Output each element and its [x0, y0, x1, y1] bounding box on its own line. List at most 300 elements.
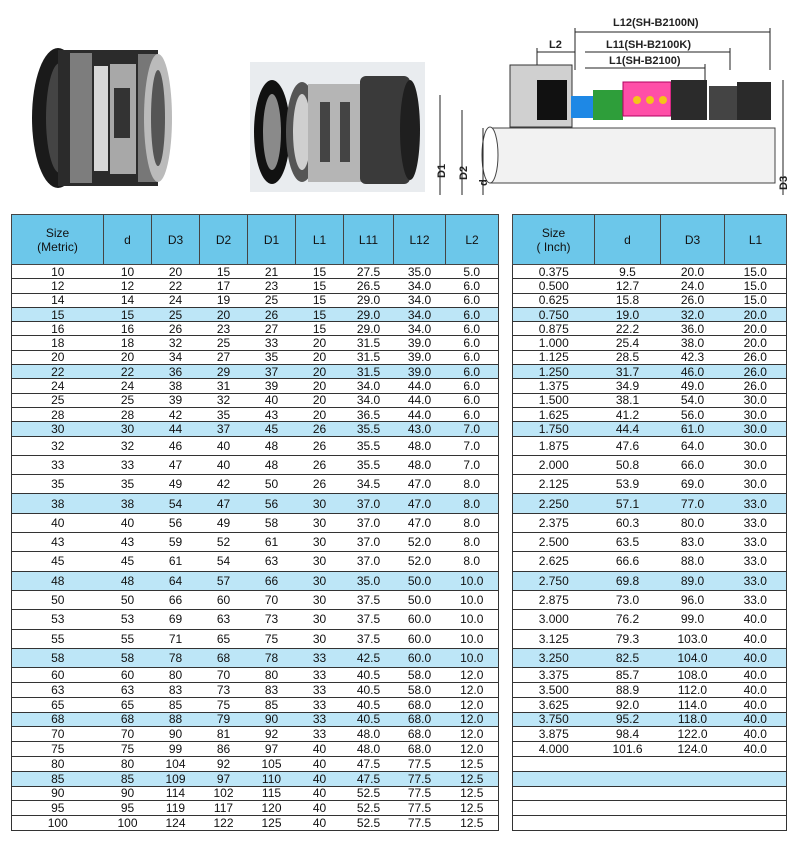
- table-cell: 2.250: [513, 494, 595, 513]
- table-row: [12, 610, 499, 629]
- table-cell: 12.7: [595, 279, 661, 293]
- table-cell: 3.750: [513, 712, 595, 727]
- table-cell: 12.5: [446, 816, 499, 831]
- table-cell: 52.0: [394, 552, 446, 571]
- table-cell: 40: [296, 816, 344, 831]
- column-header: L2: [446, 215, 499, 265]
- table-row: [12, 816, 499, 831]
- table-cell: 12: [12, 279, 104, 293]
- table-cell: 25: [200, 336, 248, 350]
- table-cell: 79: [200, 712, 248, 727]
- table-cell: 42.5: [344, 648, 394, 667]
- table-cell: 20.0: [725, 307, 787, 321]
- table-cell: 66: [248, 571, 296, 590]
- table-cell: 48: [104, 571, 152, 590]
- column-header: L1: [296, 215, 344, 265]
- table-cell: 99.0: [661, 610, 725, 629]
- table-cell: 43: [104, 533, 152, 552]
- table-cell: 33.0: [725, 590, 787, 609]
- table-cell: 43: [12, 533, 104, 552]
- table-cell: [725, 771, 787, 786]
- table-cell: 55: [12, 629, 104, 648]
- table-cell: 10: [104, 265, 152, 279]
- table-cell: 39.0: [394, 365, 446, 379]
- table-cell: 60: [200, 590, 248, 609]
- table-cell: 37.0: [344, 494, 394, 513]
- table-row: [513, 771, 787, 786]
- table-cell: 50.8: [595, 455, 661, 474]
- table-cell: 46.0: [661, 365, 725, 379]
- table-cell: 15: [12, 307, 104, 321]
- table-cell: 32: [152, 336, 200, 350]
- table-cell: 6.0: [446, 350, 499, 364]
- table-cell: 15.0: [725, 293, 787, 307]
- table-cell: 14: [12, 293, 104, 307]
- table-row: [12, 629, 499, 648]
- table-cell: 33: [296, 697, 344, 712]
- table-cell: 6.0: [446, 393, 499, 407]
- table-cell: 30: [296, 610, 344, 629]
- table-cell: [661, 801, 725, 816]
- table-cell: 50.0: [394, 571, 446, 590]
- table-cell: 112.0: [661, 682, 725, 697]
- table-cell: [595, 786, 661, 801]
- table-row: [12, 365, 499, 379]
- column-header: d: [595, 215, 661, 265]
- table-cell: 44.0: [394, 393, 446, 407]
- table-cell: 40.0: [725, 712, 787, 727]
- table-cell: 92: [200, 756, 248, 771]
- table-cell: 122: [200, 816, 248, 831]
- table-cell: 33.0: [725, 494, 787, 513]
- table-cell: 12.0: [446, 712, 499, 727]
- table-row: [12, 533, 499, 552]
- table-cell: 28.5: [595, 350, 661, 364]
- table-cell: 90: [12, 786, 104, 801]
- table-cell: 24.0: [661, 279, 725, 293]
- table-cell: 40.5: [344, 682, 394, 697]
- table-cell: 2.875: [513, 590, 595, 609]
- table-cell: 26.0: [725, 379, 787, 393]
- table-row: [12, 513, 499, 532]
- table-cell: 75: [248, 629, 296, 648]
- table-cell: 44.0: [394, 379, 446, 393]
- table-cell: [661, 816, 725, 831]
- table-cell: 45: [104, 552, 152, 571]
- table-cell: 30.0: [725, 407, 787, 421]
- table-cell: 115: [248, 786, 296, 801]
- table-cell: 95: [12, 801, 104, 816]
- table-cell: 69: [152, 610, 200, 629]
- table-row: [12, 265, 499, 279]
- column-header: L11: [344, 215, 394, 265]
- table-cell: 56: [248, 494, 296, 513]
- table-cell: [725, 786, 787, 801]
- table-cell: 80.0: [661, 513, 725, 532]
- table-row: [513, 590, 787, 609]
- table-cell: 77.5: [394, 771, 446, 786]
- table-cell: 35.0: [394, 265, 446, 279]
- table-cell: 6.0: [446, 279, 499, 293]
- table-cell: 43.0: [394, 422, 446, 436]
- table-cell: 33.0: [725, 513, 787, 532]
- table-cell: 3.625: [513, 697, 595, 712]
- table-cell: 6.0: [446, 379, 499, 393]
- table-cell: 23: [200, 322, 248, 336]
- inch-size-table: [512, 214, 787, 831]
- table-cell: [513, 786, 595, 801]
- table-cell: 58: [12, 648, 104, 667]
- table-cell: 27: [248, 322, 296, 336]
- table-row: [12, 455, 499, 474]
- table-cell: 25: [248, 293, 296, 307]
- table-cell: 47.0: [394, 494, 446, 513]
- table-cell: 30.0: [725, 393, 787, 407]
- table-cell: 66: [152, 590, 200, 609]
- table-cell: 40: [296, 742, 344, 757]
- table-cell: 96.0: [661, 590, 725, 609]
- table-cell: 2.625: [513, 552, 595, 571]
- table-cell: 2.125: [513, 475, 595, 494]
- table-cell: [661, 756, 725, 771]
- column-header: L1: [725, 215, 787, 265]
- column-header: D3: [661, 215, 725, 265]
- table-cell: 54.0: [661, 393, 725, 407]
- table-cell: 10.0: [446, 629, 499, 648]
- table-cell: [725, 756, 787, 771]
- table-row: [513, 816, 787, 831]
- table-cell: 3.500: [513, 682, 595, 697]
- table-cell: [595, 771, 661, 786]
- table-cell: 7.0: [446, 455, 499, 474]
- table-cell: 34.5: [344, 475, 394, 494]
- table-cell: 20: [296, 379, 344, 393]
- table-cell: 47.0: [394, 513, 446, 532]
- table-cell: 64: [152, 571, 200, 590]
- table-row: [513, 279, 787, 293]
- table-cell: 83.0: [661, 533, 725, 552]
- table-cell: 47: [152, 455, 200, 474]
- table-cell: 33: [104, 455, 152, 474]
- table-row: [513, 494, 787, 513]
- table-cell: 3.000: [513, 610, 595, 629]
- table-cell: 6.0: [446, 322, 499, 336]
- seal-photo-exploded: [250, 62, 425, 192]
- table-row: [513, 350, 787, 364]
- inch-table-header: [513, 215, 787, 265]
- table-row: [513, 533, 787, 552]
- table-cell: 85: [248, 697, 296, 712]
- table-cell: 65: [200, 629, 248, 648]
- table-cell: 53.9: [595, 475, 661, 494]
- table-cell: 8.0: [446, 475, 499, 494]
- table-cell: 56.0: [661, 407, 725, 421]
- table-cell: 40: [296, 786, 344, 801]
- table-cell: 12.5: [446, 801, 499, 816]
- table-cell: 15: [296, 265, 344, 279]
- table-cell: 49: [152, 475, 200, 494]
- table-cell: [595, 816, 661, 831]
- table-cell: 57.1: [595, 494, 661, 513]
- table-cell: 40.0: [725, 682, 787, 697]
- table-cell: 48: [12, 571, 104, 590]
- table-row: [513, 365, 787, 379]
- table-cell: 54: [152, 494, 200, 513]
- table-cell: 26: [296, 436, 344, 455]
- table-cell: 38: [152, 379, 200, 393]
- table-cell: 56: [152, 513, 200, 532]
- table-cell: 37.5: [344, 610, 394, 629]
- table-cell: 76.2: [595, 610, 661, 629]
- table-cell: 68.0: [394, 742, 446, 757]
- table-cell: 40.0: [725, 727, 787, 742]
- table-cell: [513, 816, 595, 831]
- table-cell: 30.0: [725, 475, 787, 494]
- table-cell: 22: [12, 365, 104, 379]
- table-cell: 26: [296, 422, 344, 436]
- table-cell: 85: [104, 771, 152, 786]
- table-cell: 37.0: [344, 513, 394, 532]
- table-cell: 8.0: [446, 494, 499, 513]
- table-cell: 42.3: [661, 350, 725, 364]
- table-cell: 30.0: [725, 455, 787, 474]
- table-cell: 2.000: [513, 455, 595, 474]
- table-row: [12, 786, 499, 801]
- table-row: [12, 697, 499, 712]
- table-cell: 99: [152, 742, 200, 757]
- table-row: [513, 336, 787, 350]
- table-cell: 28: [12, 407, 104, 421]
- table-cell: 77.5: [394, 786, 446, 801]
- table-cell: 33: [296, 668, 344, 683]
- table-cell: 40: [104, 513, 152, 532]
- table-row: [12, 682, 499, 697]
- table-cell: 0.375: [513, 265, 595, 279]
- table-cell: 40.5: [344, 712, 394, 727]
- table-cell: 78: [248, 648, 296, 667]
- label-d1: D1: [436, 163, 448, 178]
- table-cell: 68: [200, 648, 248, 667]
- table-cell: 38: [12, 494, 104, 513]
- table-row: [12, 494, 499, 513]
- table-cell: 0.875: [513, 322, 595, 336]
- table-cell: 58.0: [394, 682, 446, 697]
- table-cell: 70: [248, 590, 296, 609]
- label-d2: D2: [458, 165, 470, 180]
- table-cell: 77.5: [394, 801, 446, 816]
- table-cell: 61: [248, 533, 296, 552]
- table-cell: 31.5: [344, 350, 394, 364]
- table-cell: 70: [104, 727, 152, 742]
- table-cell: 70: [200, 668, 248, 683]
- table-cell: 15: [296, 322, 344, 336]
- table-cell: 114.0: [661, 697, 725, 712]
- table-cell: 44: [152, 422, 200, 436]
- table-cell: 31: [200, 379, 248, 393]
- table-cell: 25: [104, 393, 152, 407]
- table-cell: 66.6: [595, 552, 661, 571]
- table-cell: 12.0: [446, 682, 499, 697]
- table-row: [12, 801, 499, 816]
- table-cell: 6.0: [446, 365, 499, 379]
- table-cell: 71: [152, 629, 200, 648]
- table-cell: 2.750: [513, 571, 595, 590]
- table-row: [12, 727, 499, 742]
- table-cell: 63: [200, 610, 248, 629]
- table-cell: 39: [152, 393, 200, 407]
- table-cell: 40: [296, 756, 344, 771]
- table-row: [12, 436, 499, 455]
- table-row: [12, 422, 499, 436]
- table-cell: 60.0: [394, 648, 446, 667]
- table-cell: 22: [104, 365, 152, 379]
- table-cell: 104.0: [661, 648, 725, 667]
- table-cell: 27.5: [344, 265, 394, 279]
- table-cell: 64.0: [661, 436, 725, 455]
- table-cell: 8.0: [446, 552, 499, 571]
- table-row: [12, 771, 499, 786]
- table-cell: 15.0: [725, 265, 787, 279]
- metric-size-table: [11, 214, 499, 831]
- table-cell: 20.0: [725, 322, 787, 336]
- column-header: Size ( Inch): [513, 215, 595, 265]
- table-row: [12, 590, 499, 609]
- table-cell: 38.1: [595, 393, 661, 407]
- table-cell: [513, 771, 595, 786]
- table-cell: 30.0: [725, 422, 787, 436]
- table-cell: 34: [152, 350, 200, 364]
- table-cell: 37.0: [344, 552, 394, 571]
- table-cell: [661, 786, 725, 801]
- table-cell: 6.0: [446, 307, 499, 321]
- table-cell: 15: [296, 293, 344, 307]
- table-cell: 100: [104, 816, 152, 831]
- table-cell: 50: [248, 475, 296, 494]
- table-cell: 34.0: [344, 379, 394, 393]
- table-row: [12, 756, 499, 771]
- table-cell: 20: [296, 350, 344, 364]
- column-header: L12: [394, 215, 446, 265]
- table-row: [513, 668, 787, 683]
- table-cell: 40.0: [725, 697, 787, 712]
- table-cell: 39.0: [394, 350, 446, 364]
- table-row: [513, 727, 787, 742]
- table-cell: 40.0: [725, 742, 787, 757]
- table-cell: 52.0: [394, 533, 446, 552]
- table-row: [513, 293, 787, 307]
- table-cell: 17: [200, 279, 248, 293]
- table-cell: 15.0: [725, 279, 787, 293]
- table-cell: 35: [200, 407, 248, 421]
- table-cell: [725, 816, 787, 831]
- table-cell: 38: [104, 494, 152, 513]
- table-cell: 10.0: [446, 648, 499, 667]
- table-row: [513, 610, 787, 629]
- table-cell: 20: [104, 350, 152, 364]
- table-cell: 30.0: [725, 436, 787, 455]
- table-cell: 37.5: [344, 590, 394, 609]
- table-cell: 1.125: [513, 350, 595, 364]
- table-cell: 0.750: [513, 307, 595, 321]
- table-cell: 58.0: [394, 668, 446, 683]
- table-cell: 75: [104, 742, 152, 757]
- table-cell: 1.875: [513, 436, 595, 455]
- table-cell: 48: [248, 455, 296, 474]
- table-cell: 48: [248, 436, 296, 455]
- table-cell: 32: [200, 393, 248, 407]
- table-cell: 95.2: [595, 712, 661, 727]
- table-cell: 50: [12, 590, 104, 609]
- table-row: [513, 552, 787, 571]
- table-cell: 57: [200, 571, 248, 590]
- table-row: [513, 629, 787, 648]
- table-row: [12, 307, 499, 321]
- table-cell: 43: [248, 407, 296, 421]
- table-cell: 21: [248, 265, 296, 279]
- table-cell: 35: [248, 350, 296, 364]
- table-cell: 22.2: [595, 322, 661, 336]
- table-cell: 8.0: [446, 513, 499, 532]
- table-cell: 42: [152, 407, 200, 421]
- table-cell: 1.500: [513, 393, 595, 407]
- table-cell: 1.375: [513, 379, 595, 393]
- table-cell: 18: [12, 336, 104, 350]
- table-cell: 35.0: [344, 571, 394, 590]
- table-cell: 30: [296, 629, 344, 648]
- table-cell: 105: [248, 756, 296, 771]
- table-cell: 70: [12, 727, 104, 742]
- table-cell: 63: [12, 682, 104, 697]
- table-cell: 40: [200, 455, 248, 474]
- table-cell: 0.500: [513, 279, 595, 293]
- table-cell: 10.0: [446, 571, 499, 590]
- table-cell: 55: [104, 629, 152, 648]
- table-row: [513, 407, 787, 421]
- table-cell: 77.5: [394, 816, 446, 831]
- table-cell: 26.0: [661, 293, 725, 307]
- table-cell: 114: [152, 786, 200, 801]
- table-cell: [513, 801, 595, 816]
- table-cell: 80: [152, 668, 200, 683]
- table-row: [12, 279, 499, 293]
- table-cell: 20: [296, 407, 344, 421]
- table-cell: 35.5: [344, 436, 394, 455]
- table-row: [513, 697, 787, 712]
- table-row: [12, 648, 499, 667]
- table-cell: 3.125: [513, 629, 595, 648]
- table-row: [12, 379, 499, 393]
- table-row: [513, 712, 787, 727]
- table-cell: 27: [200, 350, 248, 364]
- table-cell: 20.0: [725, 336, 787, 350]
- table-cell: 7.0: [446, 422, 499, 436]
- table-row: [12, 336, 499, 350]
- table-cell: 52: [200, 533, 248, 552]
- table-cell: 26.0: [725, 365, 787, 379]
- table-cell: 26: [296, 455, 344, 474]
- table-row: [513, 475, 787, 494]
- table-cell: 26: [248, 307, 296, 321]
- table-cell: 100: [12, 816, 104, 831]
- table-cell: 60.3: [595, 513, 661, 532]
- table-row: [12, 552, 499, 571]
- table-cell: 108.0: [661, 668, 725, 683]
- table-cell: 34.0: [394, 307, 446, 321]
- table-cell: 44.0: [394, 407, 446, 421]
- table-cell: 79.3: [595, 629, 661, 648]
- table-cell: 10: [12, 265, 104, 279]
- table-cell: 95: [104, 801, 152, 816]
